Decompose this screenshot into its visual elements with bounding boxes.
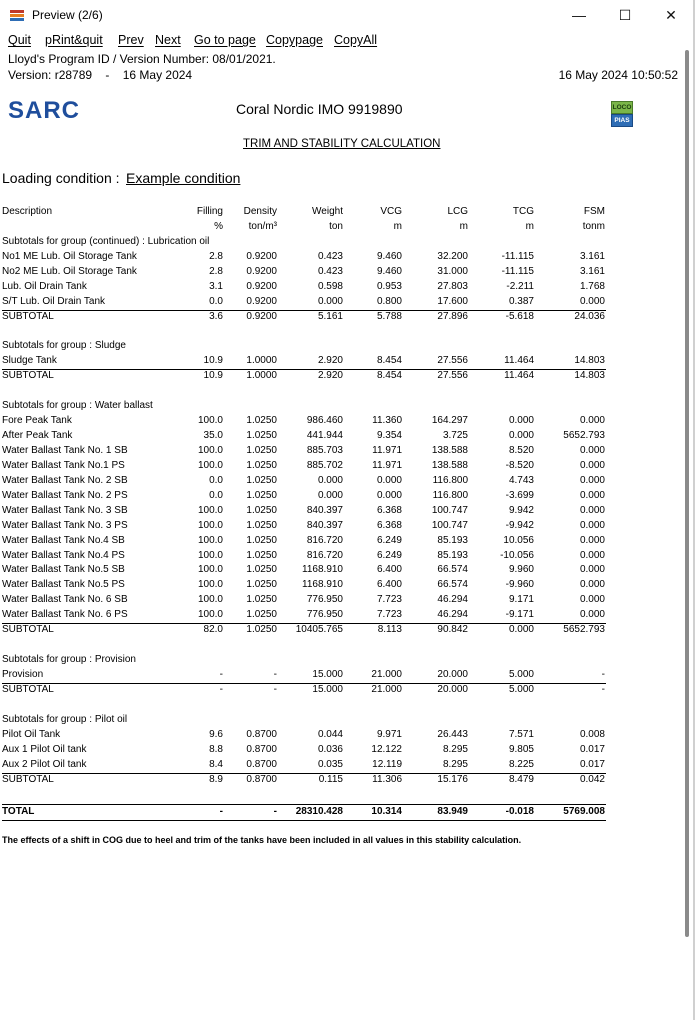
table-row-col-5: 85.193 <box>437 549 468 561</box>
table-row-col-3: 0.044 <box>317 728 343 740</box>
table-row-col-6: 10.056 <box>503 534 534 546</box>
table-row-col-7: 0.000 <box>579 549 605 561</box>
table-row-col-5: 3.725 <box>442 429 468 441</box>
column-unit-5: m <box>459 221 468 232</box>
table-row-description: No2 ME Lub. Oil Storage Tank <box>2 265 137 277</box>
group-title: Subtotals for group : Provision <box>2 654 136 665</box>
table-row-description: Sludge Tank <box>2 354 57 366</box>
total-row-col-6: -0.018 <box>505 806 534 817</box>
table-row-col-3: 776.950 <box>306 609 343 621</box>
table-row-col-4: 0.953 <box>376 280 402 292</box>
table-row-col-1: 8.4 <box>209 758 223 770</box>
subtotal-row-description: SUBTOTAL <box>2 773 54 785</box>
table-row-description: Provision <box>2 668 44 680</box>
table-row-description: Aux 1 Pilot Oil tank <box>2 743 87 755</box>
table-row-col-7: 0.000 <box>579 519 605 531</box>
column-unit-4: m <box>393 221 402 232</box>
column-unit-7: tonm <box>582 221 605 232</box>
loading-condition-label: Loading condition : <box>2 170 124 186</box>
subtotal-row-col-5: 27.556 <box>437 369 468 381</box>
pias-logo-text: PIAS <box>611 114 633 127</box>
table-row-col-7: 0.000 <box>579 534 605 546</box>
subtotal-row-col-3: 2.920 <box>317 369 343 381</box>
group-title: Subtotals for group : Water ballast <box>2 400 153 411</box>
table-row-col-1: 100.0 <box>197 519 223 531</box>
app-icon <box>9 8 25 22</box>
subtotal-row-description: SUBTOTAL <box>2 369 54 381</box>
table-row-col-2: 1.0250 <box>246 414 277 426</box>
table-row-col-6: -11.115 <box>501 250 534 262</box>
table-row-col-4: 9.354 <box>376 429 402 441</box>
minimize-button[interactable]: — <box>572 7 586 23</box>
table-row-col-3: 776.950 <box>306 594 343 606</box>
table-row-col-4: 6.400 <box>376 579 402 591</box>
total-row-col-1: - <box>219 806 223 817</box>
group-title: Subtotals for group (continued) : Lubrication oil <box>2 236 210 247</box>
column-unit-6: m <box>525 221 534 232</box>
subtotal-row-description: SUBTOTAL <box>2 683 54 695</box>
table-row-description: Lub. Oil Drain Tank <box>2 280 87 292</box>
subtotal-row-col-2: 1.0000 <box>246 369 277 381</box>
subtotal-row-col-1: 8.9 <box>209 773 223 785</box>
table-row-col-5: 8.295 <box>442 743 468 755</box>
subtotal-row-col-3: 10405.765 <box>295 624 343 636</box>
column-unit-3: ton <box>329 221 343 232</box>
total-row-col-5: 83.949 <box>437 806 468 817</box>
table-row-col-1: 100.0 <box>197 414 223 426</box>
column-header-description: Description <box>2 206 53 217</box>
table-row-col-3: 885.702 <box>306 459 343 471</box>
table-row-col-6: 5.000 <box>508 668 534 680</box>
table-row-description: Water Ballast Tank No. 6 PS <box>2 609 128 621</box>
table-row-col-3: 885.703 <box>306 444 343 456</box>
table-row-col-4: 9.460 <box>376 250 402 262</box>
table-row-col-4: 12.122 <box>371 743 402 755</box>
column-unit-2: ton/m³ <box>248 221 277 232</box>
title-bar <box>0 0 695 32</box>
report-datetime: 16 May 2024 10:50:52 <box>558 68 678 82</box>
table-row-col-2: 0.9200 <box>246 280 277 292</box>
total-row-col-3: 28310.428 <box>295 806 343 817</box>
footnote: The effects of a shift in COG due to heel and trim of the tanks have been included in all values in this stability calculation. <box>2 835 522 845</box>
table-row-col-7: 0.017 <box>579 743 605 755</box>
table-row-col-2: 1.0250 <box>246 549 277 561</box>
menu-prev[interactable]: Prev <box>118 33 144 47</box>
table-row-col-1: - <box>219 668 223 680</box>
table-row-description: Aux 2 Pilot Oil tank <box>2 758 87 770</box>
menu-next[interactable]: Next <box>155 33 181 47</box>
table-row-col-5: 66.574 <box>437 579 468 591</box>
table-row-col-7: 5652.793 <box>563 429 605 441</box>
table-row-col-4: 0.000 <box>376 489 402 501</box>
table-row-col-2: 1.0250 <box>246 489 277 501</box>
table-row-col-3: 15.000 <box>312 668 343 680</box>
subtotal-row-col-7: 5652.793 <box>563 624 605 636</box>
table-row-col-4: 21.000 <box>371 668 402 680</box>
subtotal-row-col-4: 8.454 <box>376 369 402 381</box>
table-row-col-1: 100.0 <box>197 444 223 456</box>
table-row-col-1: 35.0 <box>203 429 223 441</box>
table-row-col-6: 8.520 <box>508 444 534 456</box>
subtotal-row-col-6: 0.000 <box>508 624 534 636</box>
table-row-col-4: 9.971 <box>376 728 402 740</box>
subtotal-row-col-4: 8.113 <box>377 624 402 636</box>
subtotal-row-col-5: 27.896 <box>437 310 468 322</box>
table-row-col-1: 3.1 <box>209 280 223 292</box>
table-row-col-3: 0.423 <box>317 250 343 262</box>
table-row-col-3: 0.000 <box>317 489 343 501</box>
table-row-col-1: 10.9 <box>203 354 223 366</box>
table-row-col-2: 0.9200 <box>246 250 277 262</box>
table-row-col-7: 3.161 <box>579 265 605 277</box>
table-row-col-2: 1.0250 <box>246 579 277 591</box>
table-row-col-6: 9.171 <box>508 594 534 606</box>
column-header-7: FSM <box>583 206 605 217</box>
total-row-col-4: 10.314 <box>371 806 402 817</box>
subtotal-row-col-1: 82.0 <box>203 624 223 636</box>
table-row-col-7: 0.000 <box>579 564 605 576</box>
subtotal-row-col-3: 15.000 <box>312 683 343 695</box>
table-row-col-3: 840.397 <box>306 504 343 516</box>
table-row-col-4: 6.249 <box>376 549 402 561</box>
table-row-col-6: -10.056 <box>500 549 534 561</box>
table-row-col-3: 0.036 <box>317 743 343 755</box>
column-header-5: LCG <box>447 206 468 217</box>
table-row-col-6: 7.571 <box>508 728 534 740</box>
table-row-col-4: 11.971 <box>372 444 402 456</box>
group-title: Subtotals for group : Sludge <box>2 340 126 351</box>
table-row-col-2: 1.0250 <box>246 444 277 456</box>
table-row-col-1: 100.0 <box>197 564 223 576</box>
table-row-col-7: 0.017 <box>579 758 605 770</box>
subtotal-row-col-1: - <box>219 683 223 695</box>
table-row-col-5: 31.000 <box>437 265 468 277</box>
menu-go-to-page[interactable]: Go to page <box>194 33 256 47</box>
table-row-col-7: 0.000 <box>579 444 605 456</box>
menu-copypage[interactable]: Copypage <box>266 33 323 47</box>
vertical-scrollbar[interactable] <box>685 50 689 937</box>
table-row-description: Water Ballast Tank No. 2 SB <box>2 474 128 486</box>
table-row-col-3: 0.423 <box>317 265 343 277</box>
table-row-col-1: 2.8 <box>209 265 223 277</box>
table-row-description: Water Ballast Tank No. 6 SB <box>2 594 128 606</box>
table-row-col-2: 0.9200 <box>246 265 277 277</box>
table-row-col-1: 0.0 <box>209 474 223 486</box>
sarc-logo: SARC <box>8 97 81 124</box>
table-row-col-4: 11.360 <box>372 414 402 426</box>
table-row-col-2: 1.0250 <box>246 534 277 546</box>
table-row-col-6: -8.520 <box>505 459 534 471</box>
table-row-col-2: 0.8700 <box>246 728 277 740</box>
column-header-1: Filling <box>196 206 223 217</box>
table-row-description: After Peak Tank <box>2 429 73 441</box>
subtotal-row-col-7: 14.803 <box>574 369 605 381</box>
subtotal-row-col-4: 21.000 <box>371 683 402 695</box>
table-row-col-6: -2.211 <box>506 280 534 292</box>
subtotal-row-col-1: 3.6 <box>209 310 223 322</box>
table-row-col-3: 0.035 <box>317 758 343 770</box>
table-row-col-3: 816.720 <box>306 549 343 561</box>
table-row-description: Water Ballast Tank No. 2 PS <box>2 489 128 501</box>
table-row-description: Water Ballast Tank No.5 PS <box>2 579 125 591</box>
version-line: Version: r28789 - 16 May 2024 <box>8 68 193 82</box>
menu-quit[interactable]: Quit <box>8 33 31 47</box>
subtotal-row-col-3: 0.115 <box>318 773 343 785</box>
table-row-description: Pilot Oil Tank <box>2 728 61 740</box>
subtotal-row-col-7: 24.036 <box>574 310 605 322</box>
table-row-col-6: 0.387 <box>508 295 534 307</box>
maximize-button[interactable]: ☐ <box>618 7 632 23</box>
menu-print-quit[interactable]: pRint&quit <box>45 33 103 47</box>
menu-copyall[interactable]: CopyAll <box>334 33 378 47</box>
total-row-description: TOTAL <box>2 806 35 817</box>
table-row-col-5: 85.193 <box>437 534 468 546</box>
loco-logo-text: LOCO <box>611 101 633 114</box>
table-row-col-6: -9.960 <box>505 579 534 591</box>
window-title: Preview (2/6) <box>32 8 103 22</box>
column-header-4: VCG <box>380 206 402 217</box>
program-id: Lloyd's Program ID / Version Number: 08/01/2021. <box>8 52 276 66</box>
table-row-col-7: 0.000 <box>579 295 605 307</box>
table-row-col-4: 12.119 <box>372 758 402 770</box>
table-row-col-5: 46.294 <box>437 609 468 621</box>
close-button[interactable]: ✕ <box>665 7 677 23</box>
subtotal-row-col-6: 8.479 <box>508 773 534 785</box>
table-row-description: Water Ballast Tank No.4 SB <box>2 534 125 546</box>
vessel-name: Coral Nordic IMO 9919890 <box>236 101 403 117</box>
table-row-col-2: 1.0250 <box>246 564 277 576</box>
table-row-col-4: 6.249 <box>376 534 402 546</box>
table-row-col-5: 26.443 <box>437 728 468 740</box>
table-row-col-5: 138.588 <box>431 444 468 456</box>
table-row-description: Water Ballast Tank No.1 PS <box>2 459 125 471</box>
table-row-col-5: 32.200 <box>437 250 468 262</box>
table-row-col-6: 8.225 <box>508 758 534 770</box>
table-row-col-4: 0.000 <box>376 474 402 486</box>
subtotal-row-col-2: 0.9200 <box>246 310 277 322</box>
table-row-col-5: 27.556 <box>437 354 468 366</box>
table-row-col-1: 9.6 <box>209 728 223 740</box>
table-row-col-4: 9.460 <box>376 265 402 277</box>
table-row-col-5: 138.588 <box>431 459 468 471</box>
subtotal-row-col-2: 0.8700 <box>246 773 277 785</box>
table-row-description: Water Ballast Tank No. 1 SB <box>2 444 128 456</box>
table-row-col-1: 100.0 <box>197 609 223 621</box>
table-row-col-1: 100.0 <box>197 534 223 546</box>
table-row-col-5: 17.600 <box>437 295 468 307</box>
group-title: Subtotals for group : Pilot oil <box>2 714 128 725</box>
table-row-col-2: - <box>273 668 277 680</box>
column-header-3: Weight <box>312 206 343 217</box>
table-row-col-6: 9.942 <box>508 504 534 516</box>
loco-pias-logo <box>611 101 633 124</box>
table-row-col-4: 0.800 <box>376 295 402 307</box>
table-row-col-3: 0.598 <box>317 280 343 292</box>
table-row-col-6: 11.464 <box>504 354 534 366</box>
table-row-col-7: 1.768 <box>579 280 605 292</box>
table-row-col-4: 6.400 <box>376 564 402 576</box>
table-row-col-3: 1168.910 <box>302 579 343 591</box>
table-row-col-7: 0.000 <box>579 459 605 471</box>
table-row-col-4: 7.723 <box>376 609 402 621</box>
table-row-col-6: -3.699 <box>505 489 534 501</box>
subtotal-row-col-7: 0.042 <box>579 773 605 785</box>
table-row-col-2: 0.8700 <box>246 743 277 755</box>
subtotal-row-description: SUBTOTAL <box>2 624 54 636</box>
subtotal-row-col-5: 20.000 <box>437 683 468 695</box>
table-row-col-3: 441.944 <box>306 429 343 441</box>
table-row-col-5: 100.747 <box>431 504 468 516</box>
table-row-col-2: 1.0250 <box>246 429 277 441</box>
total-row-col-2: - <box>273 806 277 817</box>
table-row-col-7: 3.161 <box>579 250 605 262</box>
table-row-col-2: 1.0000 <box>246 354 277 366</box>
subtotal-row-col-4: 5.788 <box>376 310 402 322</box>
report-title: TRIM AND STABILITY CALCULATION <box>243 138 441 150</box>
subtotal-row-col-7: - <box>601 683 605 695</box>
table-row-col-5: 46.294 <box>437 594 468 606</box>
table-row-col-5: 100.747 <box>431 519 468 531</box>
table-row-col-5: 27.803 <box>437 280 468 292</box>
table-row-col-6: 4.743 <box>508 474 534 486</box>
table-row-col-5: 116.800 <box>432 489 468 501</box>
subtotal-row-col-2: 1.0250 <box>246 624 277 636</box>
table-row-col-6: 9.805 <box>508 743 534 755</box>
table-row-col-1: 100.0 <box>197 459 223 471</box>
table-row-col-7: 14.803 <box>574 354 605 366</box>
table-row-col-7: 0.000 <box>579 579 605 591</box>
table-row-col-4: 11.971 <box>372 459 402 471</box>
table-row-col-7: 0.000 <box>579 594 605 606</box>
table-row-col-7: 0.000 <box>579 489 605 501</box>
table-row-col-3: 1168.910 <box>302 564 343 576</box>
subtotal-row-col-1: 10.9 <box>203 369 223 381</box>
table-row-col-3: 0.000 <box>317 474 343 486</box>
table-row-col-6: 9.960 <box>508 564 534 576</box>
table-row-col-5: 8.295 <box>442 758 468 770</box>
table-row-col-4: 6.368 <box>376 519 402 531</box>
table-row-col-5: 66.574 <box>437 564 468 576</box>
table-row-description: Water Ballast Tank No.5 SB <box>2 564 125 576</box>
table-row-col-2: 1.0250 <box>246 519 277 531</box>
table-row-col-5: 20.000 <box>437 668 468 680</box>
table-row-col-7: 0.000 <box>579 414 605 426</box>
table-row-col-1: 100.0 <box>197 594 223 606</box>
table-row-col-6: -9.942 <box>505 519 534 531</box>
table-row-col-4: 8.454 <box>376 354 402 366</box>
subtotal-row-col-6: 5.000 <box>508 683 534 695</box>
subtotal-row-description: SUBTOTAL <box>2 310 54 322</box>
table-row-col-5: 116.800 <box>432 474 468 486</box>
subtotal-row-col-5: 15.176 <box>437 773 468 785</box>
table-row-col-3: 816.720 <box>306 534 343 546</box>
table-row-col-3: 986.460 <box>306 414 343 426</box>
table-row-col-7: 0.000 <box>579 504 605 516</box>
table-row-description: No1 ME Lub. Oil Storage Tank <box>2 250 137 262</box>
table-row-col-1: 8.8 <box>209 743 223 755</box>
table-row-col-7: 0.008 <box>579 728 605 740</box>
total-row-col-7: 5769.008 <box>563 806 605 817</box>
table-row-col-1: 0.0 <box>209 489 223 501</box>
table-row-col-7: 0.000 <box>579 474 605 486</box>
table-row-col-1: 100.0 <box>197 549 223 561</box>
table-row-col-1: 0.0 <box>209 295 223 307</box>
table-row-col-2: 0.8700 <box>246 758 277 770</box>
table-row-col-4: 6.368 <box>376 504 402 516</box>
table-row-description: Water Ballast Tank No. 3 SB <box>2 504 128 516</box>
table-row-col-6: 0.000 <box>508 414 534 426</box>
table-row-col-3: 840.397 <box>306 519 343 531</box>
table-row-description: S/T Lub. Oil Drain Tank <box>2 295 106 307</box>
subtotal-row-col-2: - <box>273 683 277 695</box>
table-row-description: Water Ballast Tank No. 3 PS <box>2 519 128 531</box>
table-row-col-2: 1.0250 <box>246 474 277 486</box>
table-row-col-1: 2.8 <box>209 250 223 262</box>
table-row-description: Water Ballast Tank No.4 PS <box>2 549 125 561</box>
total-rule-top <box>2 804 606 805</box>
table-row-col-2: 1.0250 <box>246 594 277 606</box>
table-row-col-3: 0.000 <box>317 295 343 307</box>
subtotal-row-col-5: 90.842 <box>437 624 468 636</box>
table-row-col-2: 1.0250 <box>246 609 277 621</box>
column-header-6: TCG <box>512 206 534 217</box>
table-row-col-6: 0.000 <box>508 429 534 441</box>
loading-condition-value: Example condition <box>126 170 241 186</box>
table-row-col-2: 1.0250 <box>246 459 277 471</box>
subtotal-row-col-6: -5.618 <box>505 310 534 322</box>
subtotal-row-col-4: 11.306 <box>372 773 402 785</box>
table-row-col-1: 100.0 <box>197 504 223 516</box>
subtotal-row-col-3: 5.161 <box>317 310 343 322</box>
table-row-col-3: 2.920 <box>317 354 343 366</box>
table-row-col-6: -11.115 <box>501 265 534 277</box>
column-header-2: Density <box>243 206 277 217</box>
document-page <box>0 50 685 1018</box>
subtotal-row-col-6: 11.464 <box>504 369 534 381</box>
table-row-col-4: 7.723 <box>376 594 402 606</box>
table-row-description: Fore Peak Tank <box>2 414 72 426</box>
table-row-col-6: -9.171 <box>505 609 534 621</box>
table-row-col-5: 164.297 <box>431 414 468 426</box>
table-row-col-7: 0.000 <box>579 609 605 621</box>
table-row-col-7: - <box>601 668 605 680</box>
table-row-col-2: 1.0250 <box>246 504 277 516</box>
table-row-col-1: 100.0 <box>197 579 223 591</box>
total-rule-bottom <box>2 820 606 821</box>
table-row-col-2: 0.9200 <box>246 295 277 307</box>
menu-bar <box>0 31 695 50</box>
column-unit-1: % <box>214 221 223 232</box>
